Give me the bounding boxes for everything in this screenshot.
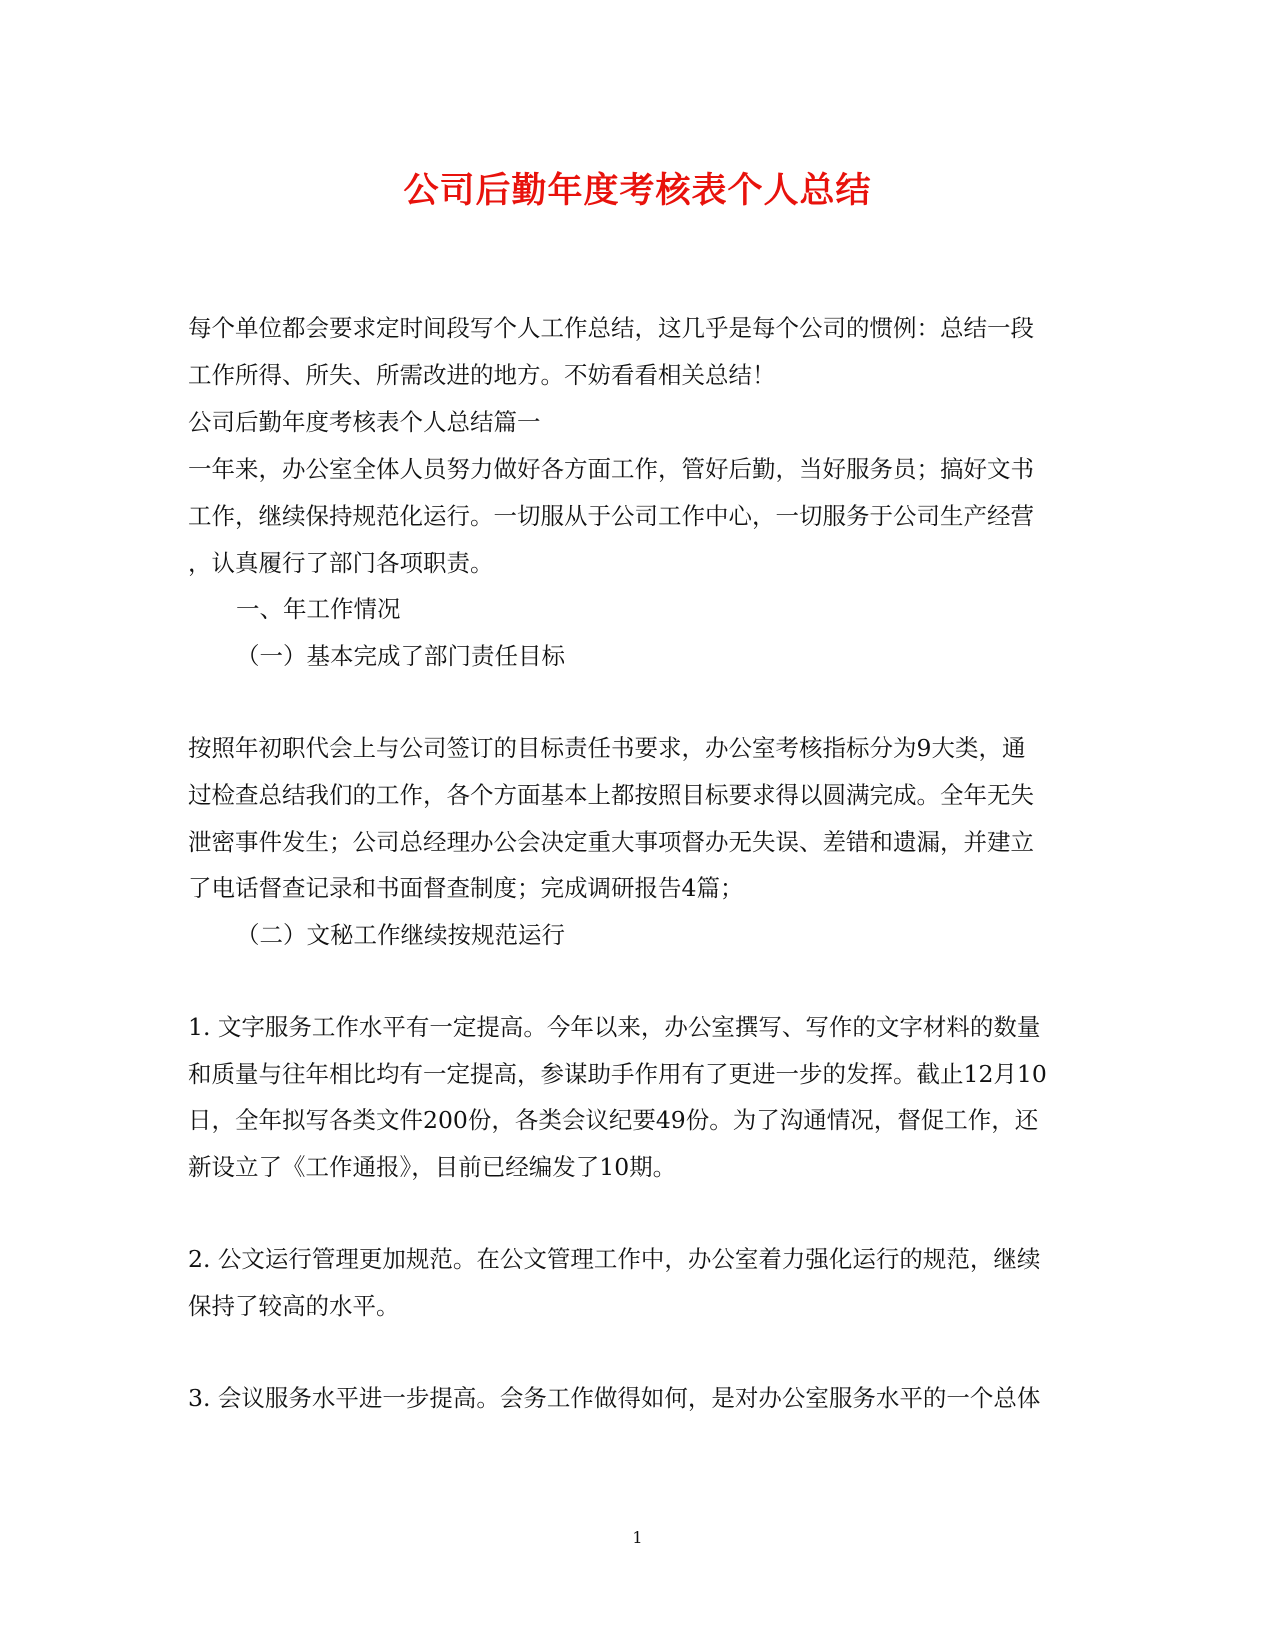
paragraph-line: 工作所得、所失、所需改进的地方。不妨看看相关总结！ <box>188 361 776 389</box>
subheading: 一、年工作情况 <box>236 595 401 623</box>
paragraph-line: 一年来，办公室全体人员努力做好各方面工作，管好后勤，当好服务员；搞好文书 <box>188 455 1034 483</box>
paragraph-line: 1. 文字服务工作水平有一定提高。今年以来，办公室撰写、写作的文字材料的数量 <box>188 1013 1041 1041</box>
paragraph-line: 和质量与往年相比均有一定提高，参谋助手作用有了更进一步的发挥。截止12月10 <box>188 1060 1047 1088</box>
paragraph-line: ，认真履行了部门各项职责。 <box>188 549 494 577</box>
document-title: 公司后勤年度考核表个人总结 <box>403 170 872 211</box>
paragraph-line: 保持了较高的水平。 <box>188 1292 400 1320</box>
paragraph-line: 每个单位都会要求定时间段写个人工作总结，这几乎是每个公司的惯例：总结一段 <box>188 314 1034 342</box>
paragraph-line: 日，全年拟写各类文件200份，各类会议纪要49份。为了沟通情况，督促工作，还 <box>188 1106 1039 1134</box>
section-heading: 公司后勤年度考核表个人总结篇一 <box>188 408 541 436</box>
paragraph-line: 了电话督查记录和书面督查制度；完成调研报告4篇； <box>188 874 744 902</box>
paragraph-line: 2. 公文运行管理更加规范。在公文管理工作中，办公室着力强化运行的规范，继续 <box>188 1245 1041 1273</box>
paragraph-line: 工作，继续保持规范化运行。一切服从于公司工作中心，一切服务于公司生产经营 <box>188 502 1034 530</box>
subheading: （二）文秘工作继续按规范运行 <box>236 921 565 949</box>
page-number: 1 <box>632 1528 643 1547</box>
paragraph-line: 新设立了《工作通报》，目前已经编发了10期。 <box>188 1153 677 1181</box>
paragraph-line: 过检查总结我们的工作，各个方面基本上都按照目标要求得以圆满完成。全年无失 <box>188 781 1034 809</box>
subheading: （一）基本完成了部门责任目标 <box>236 642 565 670</box>
paragraph-line: 3. 会议服务水平进一步提高。会务工作做得如何，是对办公室服务水平的一个总体 <box>188 1384 1041 1412</box>
paragraph-line: 泄密事件发生；公司总经理办公会决定重大事项督办无失误、差错和遗漏，并建立 <box>188 828 1034 856</box>
paragraph-line: 按照年初职代会上与公司签订的目标责任书要求，办公室考核指标分为9大类，通 <box>188 734 1026 762</box>
